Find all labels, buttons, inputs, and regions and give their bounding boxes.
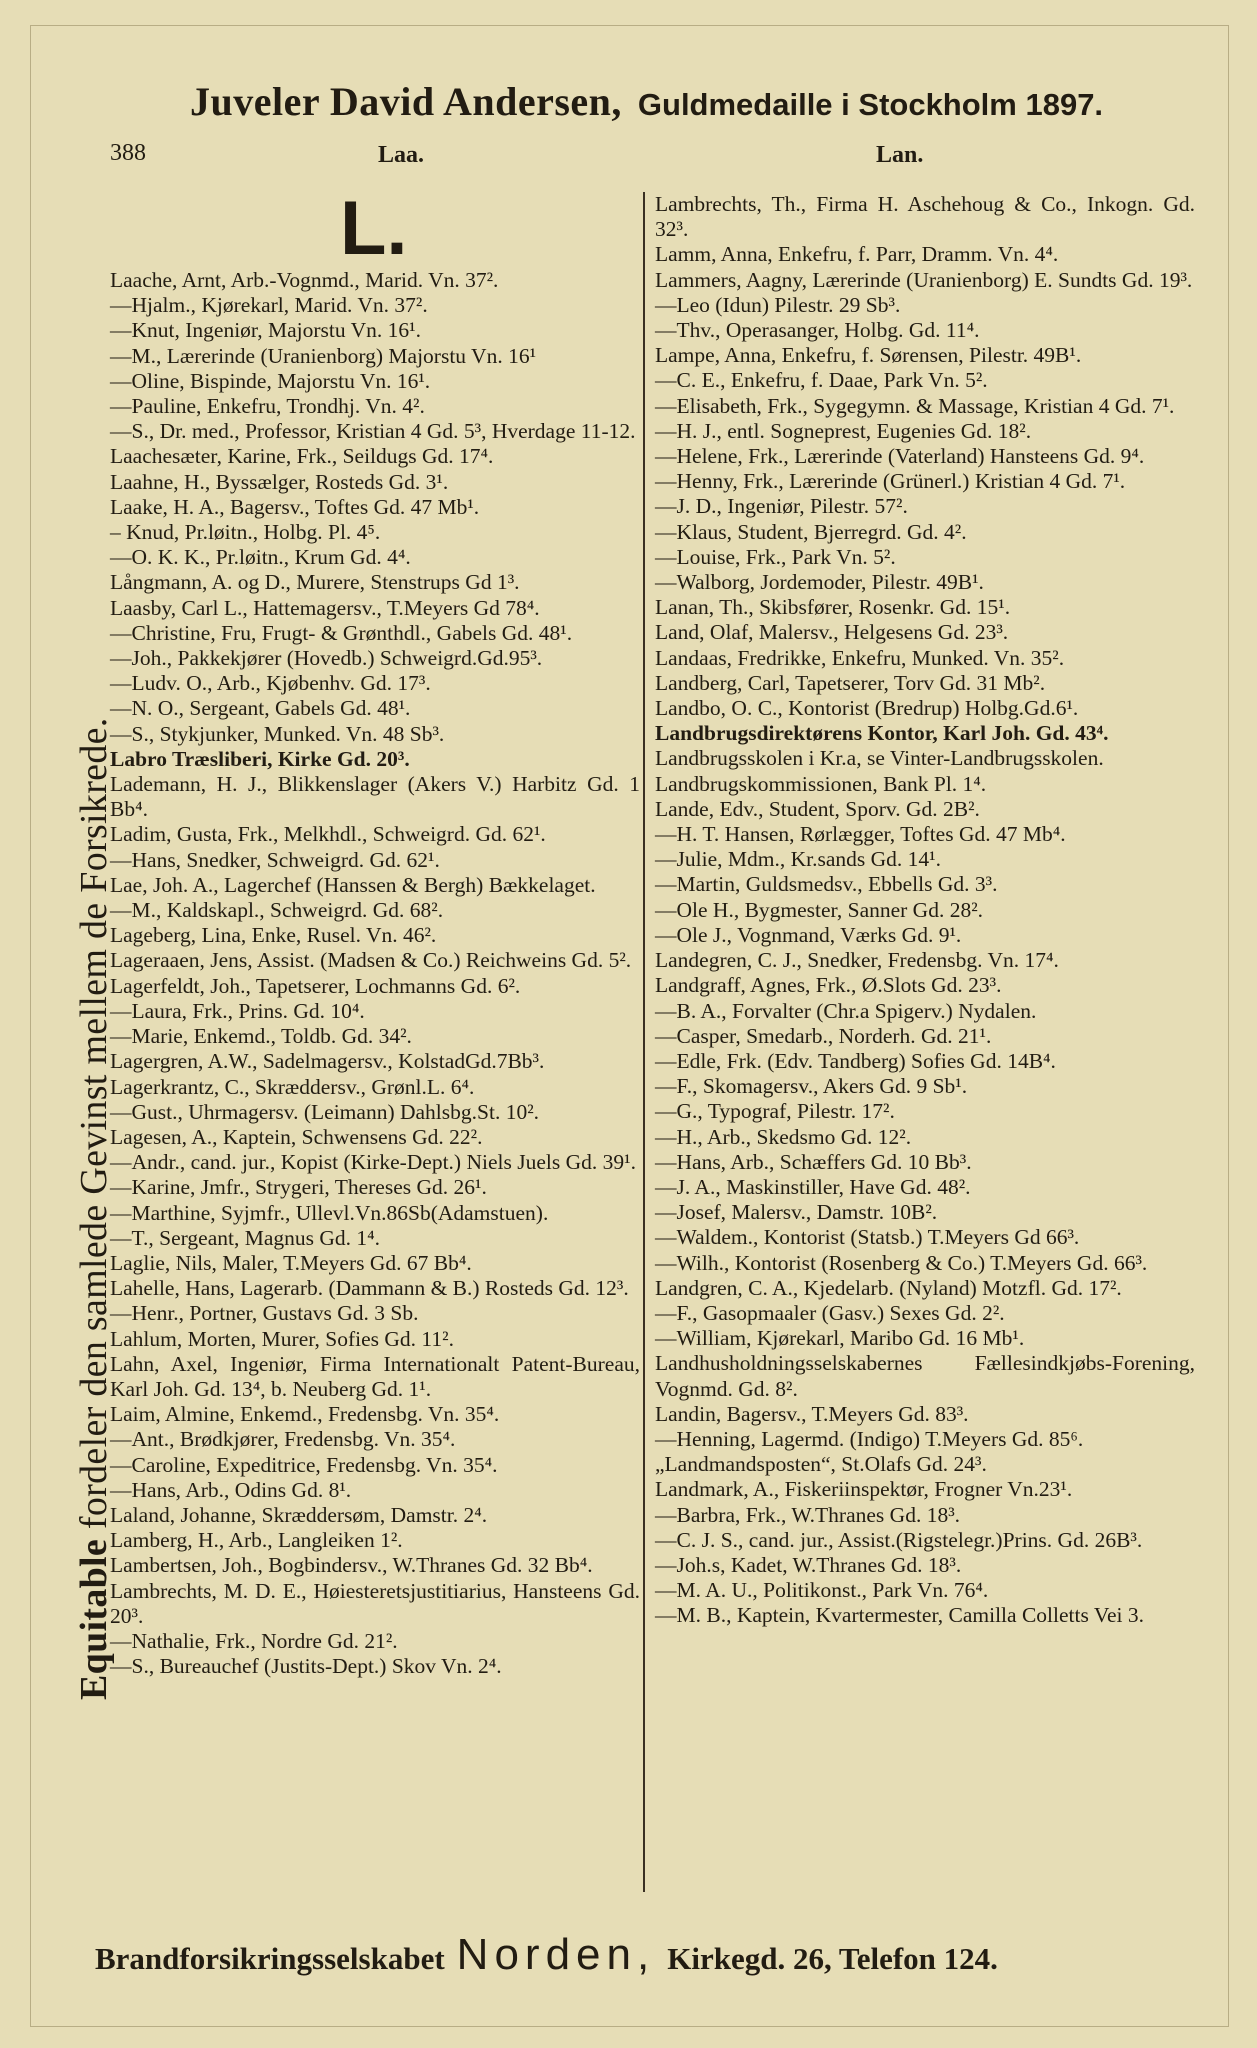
directory-entry: —M. B., Kaptein, Kvartermester, Camilla Colletts Vei 3. xyxy=(655,1603,1144,1628)
directory-entry: —H. J., entl. Sogneprest, Eugenies Gd. 18². xyxy=(655,418,1032,443)
directory-entry: Långmann, A. og D., Murere, Stenstrups Gd 1³. xyxy=(110,570,520,595)
right-column xyxy=(655,192,1195,1629)
directory-entry: Landgren, C. A., Kjedelarb. (Nyland) Motzfl. Gd. 17². xyxy=(655,1275,1122,1300)
directory-entry: —Ole H., Bygmester, Sanner Gd. 28². xyxy=(655,897,984,922)
directory-entry: —Laura, Frk., Prins. Gd. 10⁴. xyxy=(110,998,365,1023)
directory-entry: Landgraff, Agnes, Frk., Ø.Slots Gd. 23³. xyxy=(655,973,1002,998)
directory-entry: Landaas, Fredrikke, Enkefru, Munked. Vn. 35². xyxy=(655,645,1065,670)
directory-entry: Laachesæter, Karine, Frk., Seildugs Gd. 17⁴. xyxy=(110,444,494,469)
directory-entry: —S., Dr. med., Professor, Kristian 4 Gd. 5³, Hverdage 11-12. xyxy=(110,419,636,444)
directory-entry: Landhusholdningsselskabernes Fællesindkjøbs-Forening, Vognmd. Gd. 8². xyxy=(655,1351,1195,1401)
directory-entry: —Leo (Idun) Pilestr. 29 Sb³. xyxy=(655,292,901,317)
directory-entry: Laache, Arnt, Arb.-Vognmd., Marid. Vn. 37². xyxy=(110,268,499,292)
directory-entry: —Louise, Frk., Park Vn. 5². xyxy=(655,544,896,569)
directory-entry: —Helene, Frk., Lærerinde (Vaterland) Hansteens Gd. 9⁴. xyxy=(655,444,1145,469)
directory-entry: —Joh., Pakkekjører (Hovedb.) Schweigrd.Gd.95³. xyxy=(110,646,543,671)
directory-entry: Lahlum, Morten, Murer, Sofies Gd. 11². xyxy=(110,1326,454,1351)
directory-entry: —N. O., Sergeant, Gabels Gd. 48¹. xyxy=(110,696,411,721)
directory-entry: —Ole J., Vognmand, Værks Gd. 9¹. xyxy=(655,922,962,947)
directory-entry: —Henny, Frk., Lærerinde (Grünerl.) Kristian 4 Gd. 7¹. xyxy=(655,469,1126,494)
directory-entry: Lambrechts, M. D. E., Høiesteretsjustitiarius, Hansteens Gd. 20³. xyxy=(110,1578,640,1628)
side-ad-text: fordeler den samlede Gevinst mellem de Forsikrede. xyxy=(73,717,115,1530)
directory-entry: Land, Olaf, Malersv., Helgesens Gd. 23³. xyxy=(655,620,1009,645)
directory-entry: Lambrechts, Th., Firma H. Aschehoug & Co., Inkogn. Gd. 32³. xyxy=(655,192,1195,242)
directory-entry: —Hjalm., Kjørekarl, Marid. Vn. 37². xyxy=(110,293,428,318)
directory-entry: Laim, Almine, Enkemd., Fredensbg. Vn. 35⁴. xyxy=(110,1402,500,1427)
directory-entry: Lagerkrantz, C., Skræddersv., Grønl.L. 6⁴. xyxy=(110,1074,475,1099)
directory-entry: Laake, H. A., Bagersv., Toftes Gd. 47 Mb¹. xyxy=(110,494,480,519)
directory-entry: —Barbra, Frk., W.Thranes Gd. 18³. xyxy=(655,1502,961,1527)
directory-entry: —M. A. U., Politikonst., Park Vn. 76⁴. xyxy=(655,1578,989,1603)
directory-entry: —J. D., Ingeniør, Pilestr. 57². xyxy=(655,494,908,519)
directory-entry: —Ludv. O., Arb., Kjøbenhv. Gd. 17³. xyxy=(110,671,431,696)
directory-entry: —Ant., Brødkjører, Fredensbg. Vn. 35⁴. xyxy=(110,1427,456,1452)
running-header-right: Lan. xyxy=(876,142,924,168)
directory-entry: —C. E., Enkefru, f. Daae, Park Vn. 5². xyxy=(655,368,988,393)
bottom-advertisement xyxy=(95,1930,1195,1980)
directory-entry: —Henning, Lagermd. (Indigo) T.Meyers Gd. 85⁶. xyxy=(655,1426,1084,1451)
page-number: 388 xyxy=(110,140,146,166)
directory-entry: —B. A., Forvalter (Chr.a Spigerv.) Nydalen. xyxy=(655,998,1037,1023)
directory-entry: Lageberg, Lina, Enke, Rusel. Vn. 46². xyxy=(110,923,437,948)
directory-entry: —S., Stykjunker, Munked. Vn. 48 Sb³. xyxy=(110,721,445,746)
directory-entry: Lagerfeldt, Joh., Tapetserer, Lochmanns Gd. 6². xyxy=(110,973,521,998)
directory-entry: —Marie, Enkemd., Toldb. Gd. 34². xyxy=(110,1024,412,1049)
directory-entry: Lagesen, A., Kaptein, Schwensens Gd. 22². xyxy=(110,1124,483,1149)
directory-entry: —G., Typograf, Pilestr. 17². xyxy=(655,1099,895,1124)
directory-entry: —J. A., Maskinstiller, Have Gd. 48². xyxy=(655,1174,971,1199)
directory-entry: Lae, Joh. A., Lagerchef (Hanssen & Bergh) Bækkelaget. xyxy=(110,872,596,897)
directory-entry: —Pauline, Enkefru, Trondhj. Vn. 4². xyxy=(110,394,425,419)
directory-entry: —Martin, Guldsmedsv., Ebbells Gd. 3³. xyxy=(655,872,998,897)
directory-entry: —Caroline, Expeditrice, Fredensbg. Vn. 35⁴. xyxy=(110,1452,498,1477)
directory-entry: Laland, Johanne, Skræddersøm, Damstr. 2⁴. xyxy=(110,1502,488,1527)
directory-entry: —Hans, Arb., Schæffers Gd. 10 Bb³. xyxy=(655,1149,972,1174)
directory-entry: —O. K. K., Pr.løitn., Krum Gd. 4⁴. xyxy=(110,545,411,570)
directory-entry: —Josef, Malersv., Damstr. 10B². xyxy=(655,1200,938,1225)
directory-entry: —H. T. Hansen, Rørlægger, Toftes Gd. 47 Mb⁴. xyxy=(655,822,1066,847)
directory-entry: —F., Gasopmaaler (Gasv.) Sexes Gd. 2². xyxy=(655,1300,1005,1325)
directory-entry: —S., Bureauchef (Justits-Dept.) Skov Vn. 2⁴. xyxy=(110,1654,502,1679)
directory-entry: —Joh.s, Kadet, W.Thranes Gd. 18³. xyxy=(655,1552,962,1577)
directory-entry: Lahn, Axel, Ingeniør, Firma Internationalt Patent-Bureau, Karl Joh. Gd. 13⁴, b. Neuberg Gd. 1¹. xyxy=(110,1351,640,1401)
directory-entry: Landbrugsdirektørens Kontor, Karl Joh. Gd. 43⁴. xyxy=(655,721,1109,746)
directory-entry: Lambertsen, Joh., Bogbindersv., W.Thranes Gd. 32 Bb⁴. xyxy=(110,1553,593,1578)
directory-entry: —Casper, Smedarb., Norderh. Gd. 21¹. xyxy=(655,1023,992,1048)
directory-entry: —Karine, Jmfr., Strygeri, Thereses Gd. 26¹. xyxy=(110,1175,487,1200)
directory-entry: —M., Lærerinde (Uranienborg) Majorstu Vn. 16¹ xyxy=(110,343,537,368)
bottom-ad-company: Brandforsikringsselskabet xyxy=(95,1941,445,1976)
directory-entry: —Oline, Bispinde, Majorstu Vn. 16¹. xyxy=(110,368,431,393)
directory-entry: —Elisabeth, Frk., Sygegymn. & Massage, Kristian 4 Gd. 7¹. xyxy=(655,393,1175,418)
directory-entry: Laglie, Nils, Maler, T.Meyers Gd. 67 Bb⁴. xyxy=(110,1250,472,1275)
directory-entry: Laasby, Carl L., Hattemagersv., T.Meyers Gd 78⁴. xyxy=(110,595,540,620)
directory-entry: Laahne, H., Byssælger, Rosteds Gd. 3¹. xyxy=(110,469,449,494)
directory-entry: —Julie, Mdm., Kr.sands Gd. 14¹. xyxy=(655,847,941,872)
column-divider xyxy=(643,192,645,1892)
directory-entry: —Edle, Frk. (Edv. Tandberg) Sofies Gd. 14B⁴. xyxy=(655,1048,1056,1073)
directory-entry: —Klaus, Student, Bjerregrd. Gd. 4². xyxy=(655,519,967,544)
directory-entry: Lande, Edv., Student, Sporv. Gd. 2B². xyxy=(655,796,980,821)
directory-entry: Lagergren, A.W., Sadelmagersv., KolstadGd.7Bb³. xyxy=(110,1049,545,1074)
directory-entry: Lahelle, Hans, Lagerarb. (Dammann & B.) Rosteds Gd. 12³. xyxy=(110,1276,629,1301)
directory-entry: Landin, Bagersv., T.Meyers Gd. 83³. xyxy=(655,1401,969,1426)
directory-entry: —Waldem., Kontorist (Statsb.) T.Meyers Gd 66³. xyxy=(655,1225,1080,1250)
directory-entry: —Hans, Arb., Odins Gd. 8¹. xyxy=(110,1477,352,1502)
directory-entry: Lageraaen, Jens, Assist. (Madsen & Co.) Reichweins Gd. 5². xyxy=(110,948,632,973)
side-ad-brand: Equitable xyxy=(73,1538,115,1700)
directory-entry: Landbrugsskolen i Kr.a, se Vinter-Landbrugsskolen. xyxy=(655,746,1104,771)
directory-entry: —Knut, Ingeniør, Majorstu Vn. 16¹. xyxy=(110,318,421,343)
directory-entry: Lampe, Anna, Enkefru, f. Sørensen, Pilestr. 49B¹. xyxy=(655,343,1082,368)
directory-entry: Lamberg, H., Arb., Langleiken 1². xyxy=(110,1528,403,1553)
directory-entry: —Thv., Operasanger, Holbg. Gd. 11⁴. xyxy=(655,318,980,343)
bottom-ad-name: Norden, xyxy=(456,1930,656,1979)
directory-entry: Ladim, Gusta, Frk., Melkhdl., Schweigrd. Gd. 62¹. xyxy=(110,822,546,847)
left-column xyxy=(110,268,640,1679)
directory-entry: —Walborg, Jordemoder, Pilestr. 49B¹. xyxy=(655,570,984,595)
directory-entry: —Henr., Portner, Gustavs Gd. 3 Sb. xyxy=(110,1301,419,1326)
directory-entry: —F., Skomagersv., Akers Gd. 9 Sb¹. xyxy=(655,1074,968,1099)
directory-entry: Landegren, C. J., Snedker, Fredensbg. Vn. 17⁴. xyxy=(655,948,1059,973)
directory-entry: —Nathalie, Frk., Nordre Gd. 21². xyxy=(110,1628,398,1653)
directory-entry: —Gust., Uhrmagersv. (Leimann) Dahlsbg.St. 10². xyxy=(110,1099,540,1124)
directory-entry: —M., Kaldskapl., Schweigrd. Gd. 68². xyxy=(110,898,444,923)
directory-entry: —Andr., cand. jur., Kopist (Kirke-Dept.) Niels Juels Gd. 39¹. xyxy=(110,1150,636,1175)
directory-entry: Labro Træsliberi, Kirke Gd. 20³. xyxy=(110,746,410,771)
directory-entry: – Knud, Pr.løitn., Holbg. Pl. 4⁵. xyxy=(110,520,381,545)
bottom-ad-address: Kirkegd. 26, Telefon 124. xyxy=(667,1941,998,1976)
directory-entry: Landberg, Carl, Tapetserer, Torv Gd. 31 Mb². xyxy=(655,670,1046,695)
directory-entry: Lademann, H. J., Blikkenslager (Akers V.) Harbitz Gd. 1 Bb⁴. xyxy=(110,772,640,822)
directory-entry: —Marthine, Syjmfr., Ullevl.Vn.86Sb(Adamstuen). xyxy=(110,1200,549,1225)
section-letter: L. xyxy=(340,186,408,271)
directory-entry: Landbo, O. C., Kontorist (Bredrup) Holbg.Gd.6¹. xyxy=(655,696,1079,721)
directory-entry: Landbrugskommissionen, Bank Pl. 1⁴. xyxy=(655,771,987,796)
directory-entry: Lamm, Anna, Enkefru, f. Parr, Dramm. Vn. 4⁴. xyxy=(655,242,1059,267)
directory-entry: Landmark, A., Fiskeriinspektør, Frogner Vn.23¹. xyxy=(655,1477,1073,1502)
top-ad-medal: Guldmedaille i Stockholm 1897. xyxy=(637,87,1104,122)
directory-entry: —Christine, Fru, Frugt- & Grønthdl., Gabels Gd. 48¹. xyxy=(110,620,573,645)
directory-entry: —T., Sergeant, Magnus Gd. 1⁴. xyxy=(110,1225,381,1250)
top-ad-name: Juveler David Andersen, xyxy=(190,79,622,124)
directory-entry: Lanan, Th., Skibsfører, Rosenkr. Gd. 15¹. xyxy=(655,595,1011,620)
directory-entry: Lammers, Aagny, Lærerinde (Uranienborg) E. Sundts Gd. 19³. xyxy=(655,267,1193,292)
directory-entry: „Landmandsposten“, St.Olafs Gd. 24³. xyxy=(655,1452,987,1477)
running-header-left: Laa. xyxy=(378,142,425,168)
top-advertisement xyxy=(190,78,1190,125)
directory-entry: —Wilh., Kontorist (Rosenberg & Co.) T.Meyers Gd. 66³. xyxy=(655,1250,1148,1275)
directory-entry: —Hans, Snedker, Schweigrd. Gd. 62¹. xyxy=(110,847,440,872)
directory-entry: —C. J. S., cand. jur., Assist.(Rigstelegr.)Prins. Gd. 26B³. xyxy=(655,1527,1143,1552)
directory-entry: —William, Kjørekarl, Maribo Gd. 16 Mb¹. xyxy=(655,1326,1025,1351)
directory-entry: —H., Arb., Skedsmo Gd. 12². xyxy=(655,1124,912,1149)
